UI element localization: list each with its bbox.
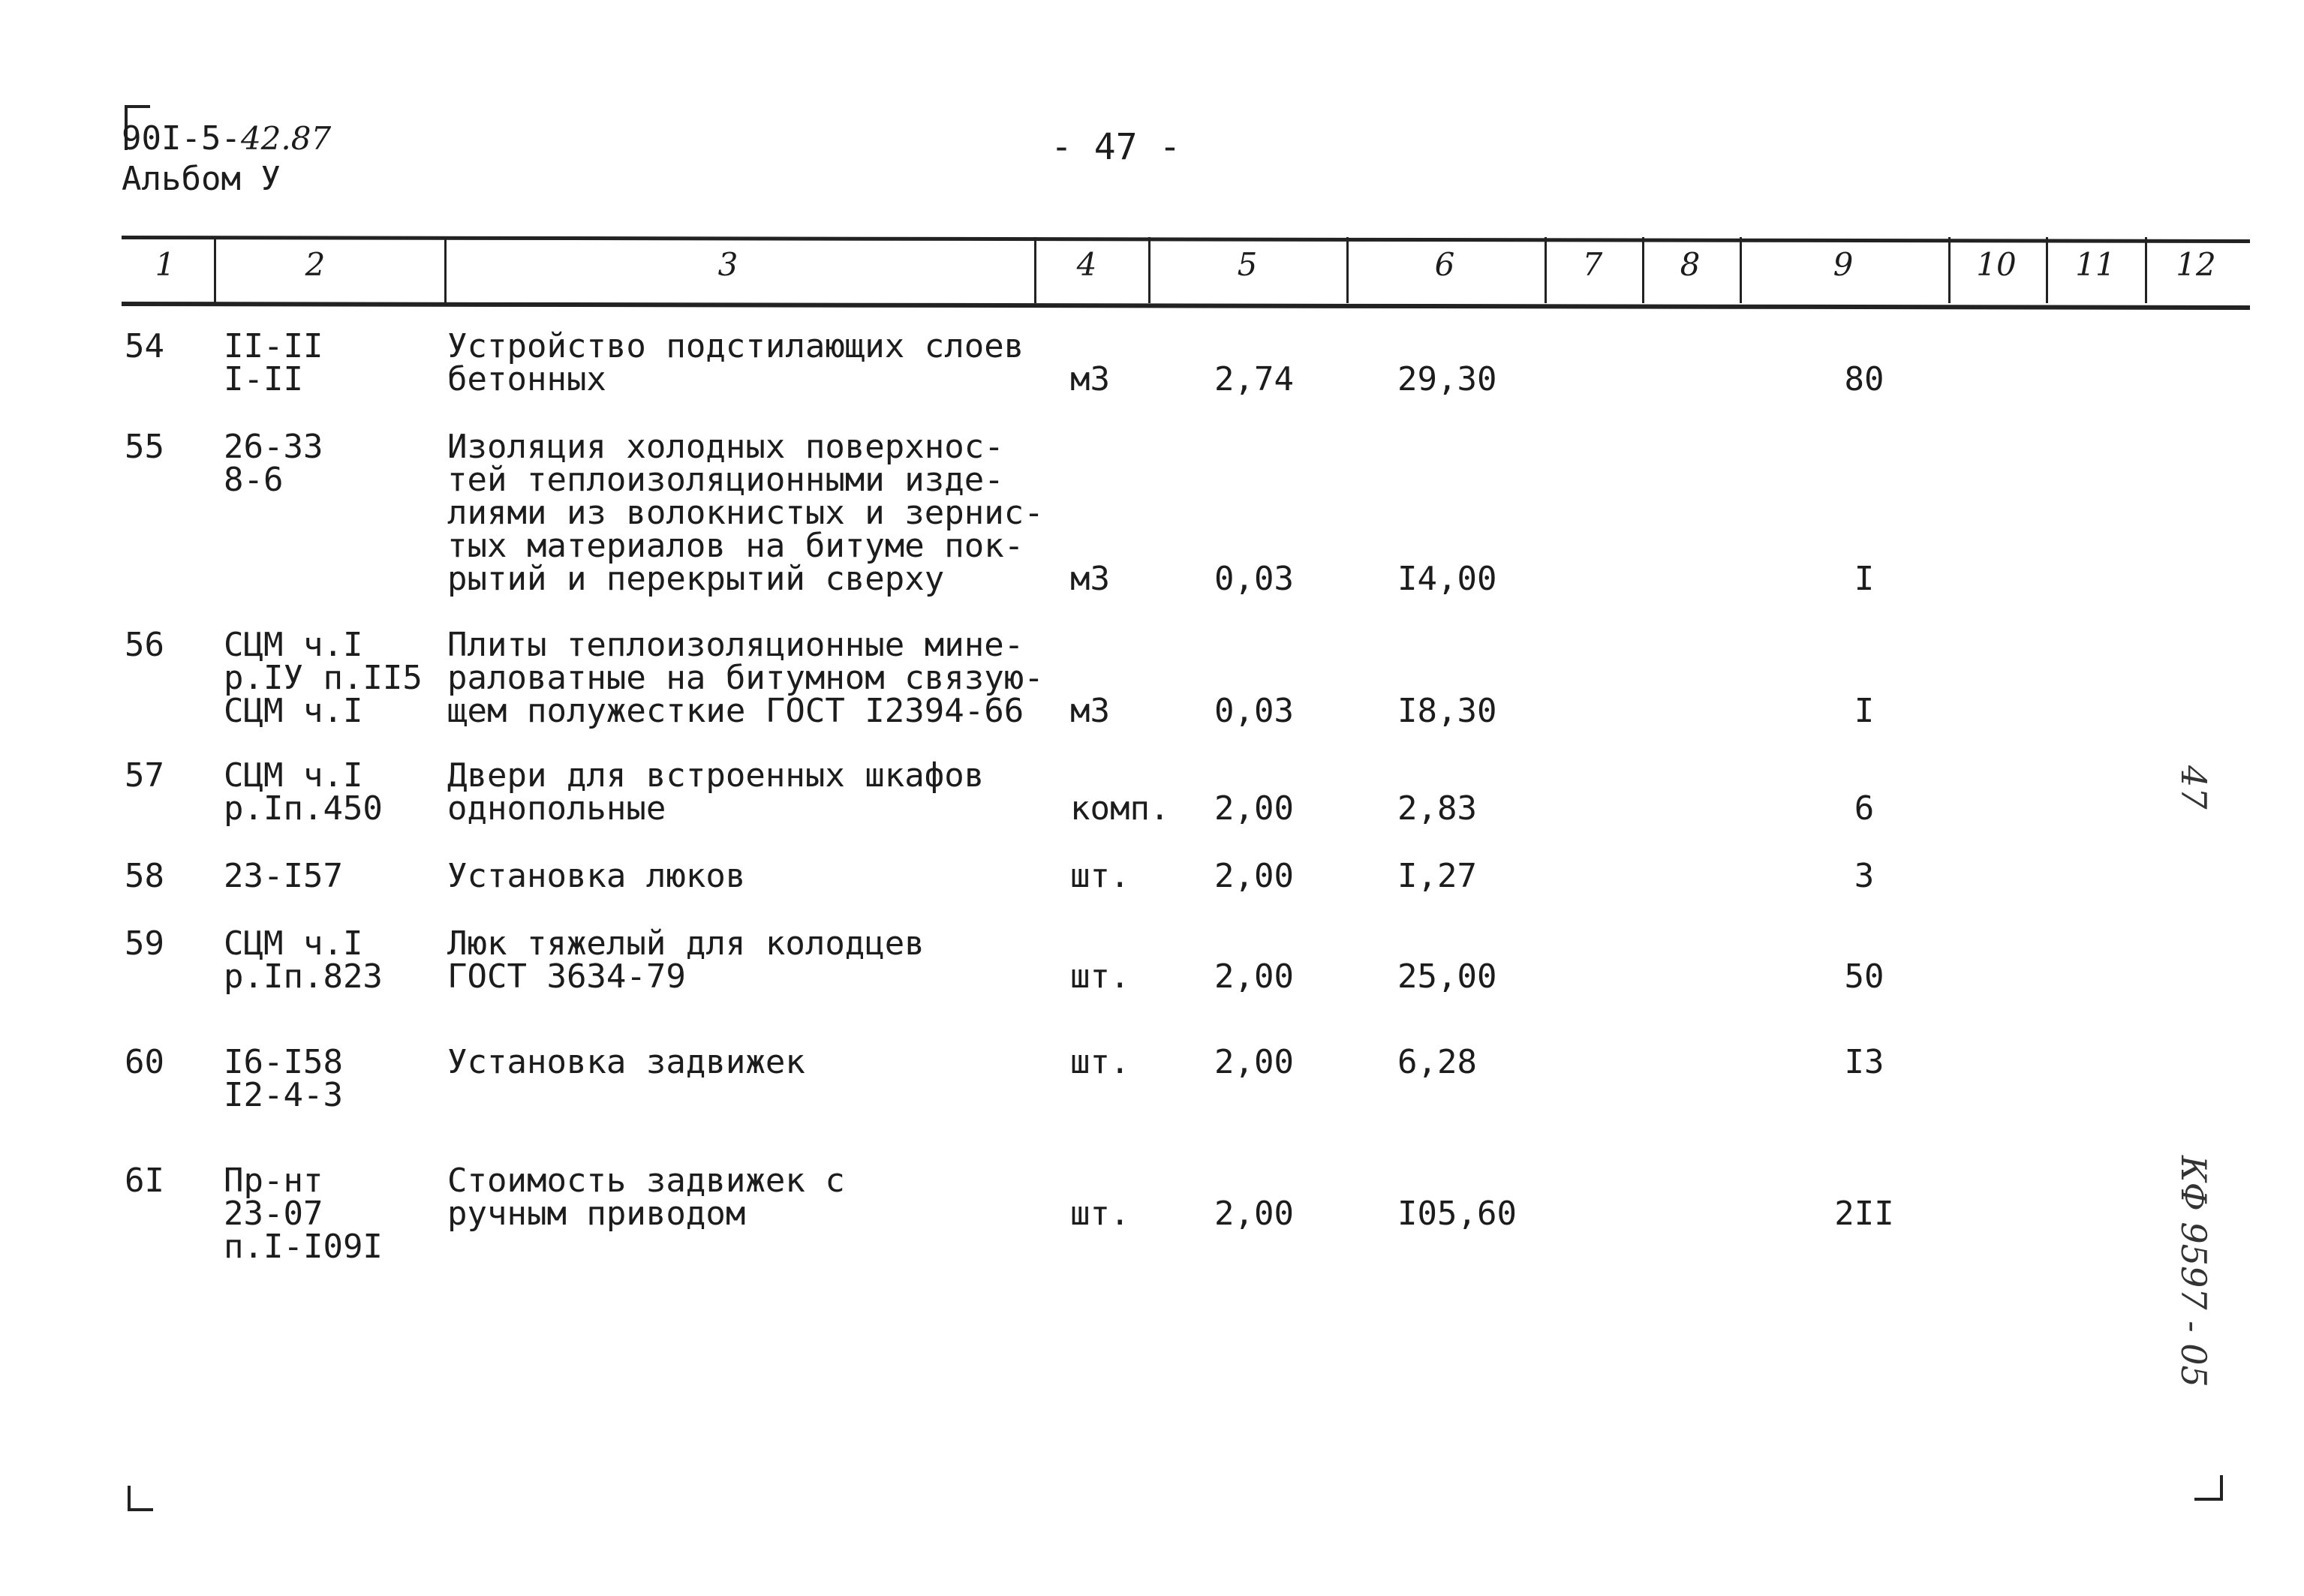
column-divider — [444, 237, 447, 303]
column-divider — [214, 237, 216, 303]
row-unit: шт. — [1070, 957, 1130, 996]
row-name-line: щем полужесткие ГОСТ I2394-66 — [447, 692, 1024, 730]
row-name-line: лиями из волокнистых и зернис- — [447, 494, 1044, 532]
column-number: 3 — [717, 246, 738, 283]
row-name-line: Двери для встроенных шкафов — [447, 756, 985, 795]
margin-archive-code: КФ 9597 - 05 — [2173, 1156, 2214, 1387]
document-code — [122, 120, 331, 158]
row-total: 3 — [1854, 857, 1875, 895]
column-number: 12 — [2176, 246, 2216, 283]
row-name-line: бетонных — [447, 360, 606, 398]
corner-mark-bottom-right — [2194, 1475, 2223, 1501]
album-label: Альбом У — [122, 160, 281, 198]
column-number: 8 — [1680, 246, 1701, 283]
row-name-line: тых материалов на битуме пок- — [447, 527, 1024, 565]
row-total: I3 — [1844, 1043, 1884, 1081]
row-unit-price: 2,83 — [1397, 789, 1477, 828]
row-quantity: 0,03 — [1214, 692, 1294, 730]
row-number: 59 — [125, 924, 164, 963]
row-name-line: Плиты теплоизоляционные мине- — [447, 626, 1024, 664]
row-number: 60 — [125, 1043, 164, 1081]
row-code-line: р.Iп.823 — [224, 957, 383, 996]
row-unit: м3 — [1070, 360, 1110, 398]
row-code-line: 23-07 — [224, 1195, 323, 1233]
column-number: 2 — [305, 246, 326, 283]
table-top-rule — [122, 236, 2250, 243]
row-name-line: тей теплоизоляционными изде- — [447, 461, 1004, 499]
column-number: 11 — [2075, 246, 2116, 283]
row-code-line: I-II — [224, 360, 303, 398]
row-quantity: 2,74 — [1214, 360, 1294, 398]
row-total: I — [1854, 692, 1875, 730]
row-unit-price: 25,00 — [1397, 957, 1497, 996]
row-quantity: 2,00 — [1214, 1043, 1294, 1081]
row-code-line: II-II — [224, 327, 323, 365]
row-unit: шт. — [1070, 1043, 1130, 1081]
row-total: 6 — [1854, 789, 1875, 828]
row-number: 54 — [125, 327, 164, 365]
row-name-line: ГОСТ 3634-79 — [447, 957, 686, 996]
page-number: - 47 - — [1051, 126, 1181, 168]
row-name-line: Установка задвижек — [447, 1043, 805, 1081]
row-name-line: рытий и перекрытий сверху — [447, 560, 945, 598]
column-divider — [1740, 237, 1742, 303]
column-divider — [1948, 237, 1951, 303]
row-name-line: Люк тяжелый для колодцев — [447, 924, 925, 963]
table-header-bottom-rule — [122, 302, 2250, 310]
row-name-line: раловатные на битумном связую- — [447, 659, 1044, 697]
row-code-line: 8-6 — [224, 461, 284, 499]
row-quantity: 2,00 — [1214, 957, 1294, 996]
corner-mark-bottom-left — [128, 1486, 153, 1511]
row-code-line: СЦМ ч.I — [224, 924, 363, 963]
row-total: 50 — [1844, 957, 1884, 996]
row-unit-price: I8,30 — [1397, 692, 1497, 730]
row-number: 57 — [125, 756, 164, 795]
row-unit-price: I4,00 — [1397, 560, 1497, 598]
row-quantity: 2,00 — [1214, 789, 1294, 828]
row-unit-price: 29,30 — [1397, 360, 1497, 398]
margin-page-mark: 47 — [2173, 765, 2214, 810]
column-number: 7 — [1582, 246, 1603, 283]
row-unit: шт. — [1070, 1195, 1130, 1233]
row-code-line: СЦМ ч.I — [224, 692, 363, 730]
row-unit-price: I05,60 — [1397, 1195, 1517, 1233]
row-unit: комп. — [1070, 789, 1170, 828]
row-code-line: р.Iп.450 — [224, 789, 383, 828]
row-unit-price: 6,28 — [1397, 1043, 1477, 1081]
column-divider — [2046, 237, 2048, 303]
column-number: 5 — [1237, 246, 1258, 283]
row-number: 55 — [125, 428, 164, 466]
row-quantity: 2,00 — [1214, 857, 1294, 895]
row-unit: м3 — [1070, 692, 1110, 730]
column-number: 4 — [1076, 246, 1097, 283]
row-unit: шт. — [1070, 857, 1130, 895]
column-divider — [1545, 237, 1547, 303]
row-code-line: 26-33 — [224, 428, 323, 466]
row-code-line: Пр-нт — [224, 1162, 323, 1200]
row-name-line: Установка люков — [447, 857, 746, 895]
row-number: 58 — [125, 857, 164, 895]
column-number: 9 — [1833, 246, 1854, 283]
row-quantity: 0,03 — [1214, 560, 1294, 598]
row-name-line: Устройство подстилающих слоев — [447, 327, 1024, 365]
row-total: 2II — [1834, 1195, 1894, 1233]
row-total: I — [1854, 560, 1875, 598]
row-unit: м3 — [1070, 560, 1110, 598]
row-code-line: I6-I58 — [224, 1043, 343, 1081]
column-divider — [1148, 237, 1150, 303]
row-unit-price: I,27 — [1397, 857, 1477, 895]
document-code-handwritten: 42.87 — [240, 120, 332, 157]
row-name-line: однопольные — [447, 789, 666, 828]
column-divider — [2145, 237, 2147, 303]
row-number: 56 — [125, 626, 164, 664]
row-code-line: п.I-I09I — [224, 1228, 383, 1266]
row-name-line: Изоляция холодных поверхнос- — [447, 428, 1004, 466]
row-name-line: Стоимость задвижек с — [447, 1162, 845, 1200]
column-number: 10 — [1976, 246, 2017, 283]
row-total: 80 — [1844, 360, 1884, 398]
document-code-printed: 90I-5- — [122, 119, 241, 158]
column-number: 1 — [155, 246, 176, 283]
row-code-line: I2-4-3 — [224, 1076, 343, 1114]
column-number: 6 — [1434, 246, 1455, 283]
column-divider — [1034, 237, 1036, 303]
row-number: 6I — [125, 1162, 164, 1200]
row-name-line: ручным приводом — [447, 1195, 746, 1233]
row-code-line: СЦМ ч.I — [224, 626, 363, 664]
column-divider — [1642, 237, 1644, 303]
row-code-line: 23-I57 — [224, 857, 343, 895]
column-divider — [1346, 237, 1349, 303]
row-quantity: 2,00 — [1214, 1195, 1294, 1233]
row-code-line: СЦМ ч.I — [224, 756, 363, 795]
row-code-line: р.IУ п.II5 — [224, 659, 423, 697]
